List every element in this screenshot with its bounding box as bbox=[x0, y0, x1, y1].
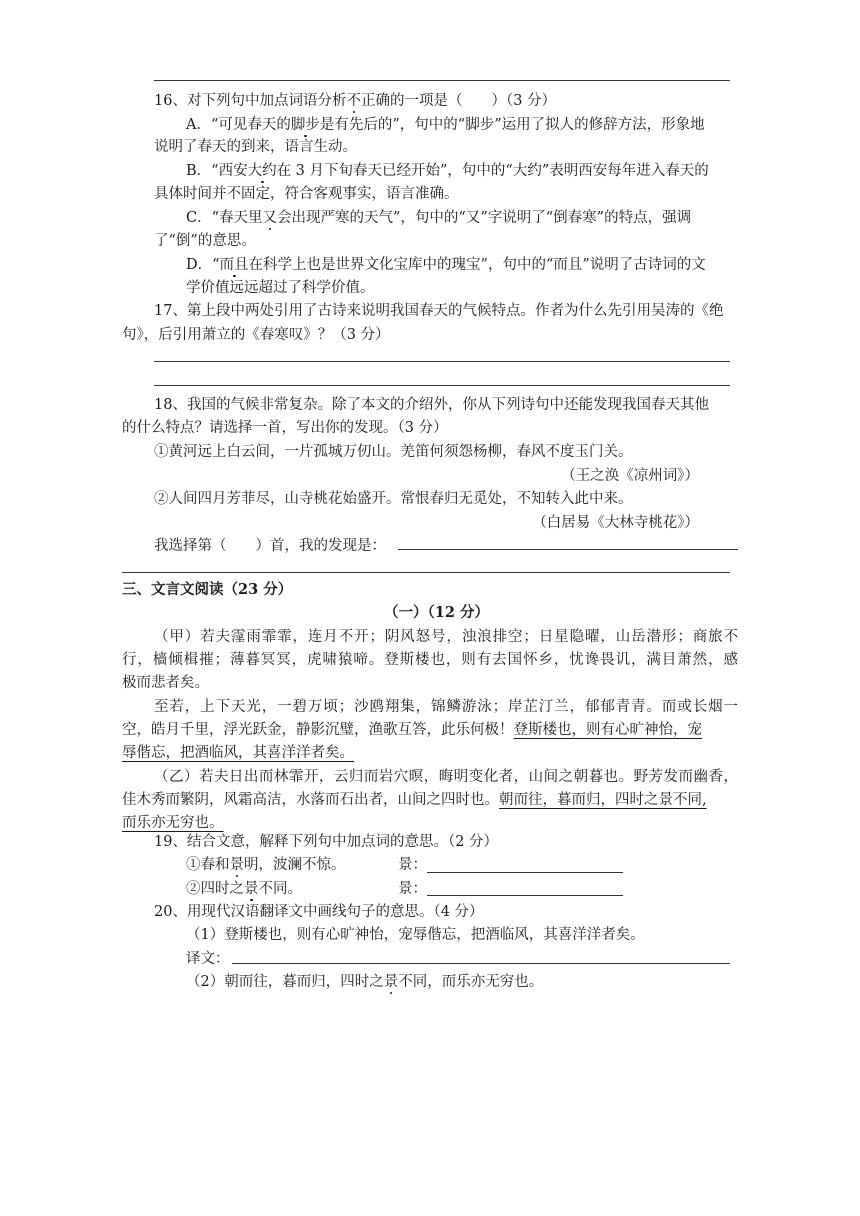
answer-line bbox=[232, 963, 730, 964]
answer-line bbox=[398, 549, 738, 550]
passage-jia-line5: 空，皓月千里，浮光跃金，静影沉璧，渔歌互答，此乐何极！登斯楼也，则有心旷神怡，宠 bbox=[122, 722, 702, 738]
answer-line bbox=[122, 572, 730, 573]
q16-option-b-cont: 具体时间并不固定，符合客观事实，语言准确。 bbox=[154, 186, 459, 202]
answer-line bbox=[427, 872, 623, 873]
q18-poem-2: ②人间四月芳菲尽，山寺桃花始盛开。常恨春归无觅处，不知转入此中来。 bbox=[154, 491, 633, 507]
q18-poem-1-source: （王之涣《凉州词》） bbox=[561, 468, 699, 484]
q16-stem: 16、对下列句中加点词语分析不正确的一项是（ ）（3 分） bbox=[154, 93, 557, 109]
q18-stem-line1: 18、我国的气候非常复杂。除了本文的介绍外，你从下列诗句中还能发现我国春天其他 bbox=[154, 397, 709, 413]
answer-line bbox=[427, 895, 623, 896]
q20-sentence-1: （1）登斯楼也，则有心旷神怡，宠辱偕忘，把酒临风，其喜洋洋者矣。 bbox=[186, 927, 645, 943]
answer-line bbox=[154, 80, 730, 81]
q19-item-2: ②四时之景不同。 bbox=[186, 881, 302, 897]
q19-item-2-label: 景： bbox=[398, 881, 427, 897]
q16-option-a-cont: 说明了春天的到来，语言生动。 bbox=[154, 139, 357, 155]
q18-poem-2-source: （白居易《大林寺桃花》） bbox=[532, 515, 699, 531]
passage-yi-line1: （乙）若夫日出而林霏开，云归而岩穴暝，晦明变化者，山间之朝暮也。野芳发而幽香， bbox=[154, 769, 738, 785]
q16-option-d-cont: 学价值远远超过了科学价值。 bbox=[186, 280, 375, 296]
section-subtitle: （一）（12 分） bbox=[384, 604, 489, 621]
dotted-char: 景 bbox=[383, 974, 399, 990]
dotted-word: 大约 bbox=[247, 163, 277, 179]
q16-option-c-cont: 了“倒”的意思。 bbox=[154, 233, 256, 249]
passage-jia-line6-underlined: 辱偕忘，把酒临风，其喜洋洋者矣。 bbox=[122, 745, 354, 761]
q18-stem-line2: 的什么特点？请选择一首，写出你的发现。（3 分） bbox=[122, 420, 448, 436]
q16-option-d: D．“而且在科学上也是世界文化宝库中的瑰宝”，句中的“而且”说明了古诗词的文 bbox=[186, 257, 706, 273]
q20-translation-label: 译文： bbox=[186, 951, 230, 967]
q19-item-1-label: 景： bbox=[398, 857, 427, 873]
q20-sentence-2: （2）朝而往，暮而归，四时之景不同，而乐亦无穷也。 bbox=[186, 974, 544, 990]
dotted-char: 景 bbox=[244, 881, 259, 897]
dotted-word: 脚步 bbox=[290, 117, 320, 133]
passage-jia-line4: 至若，上下天光，一碧万顷；沙鸥翔集，锦鳞游泳；岸芷汀兰，郁郁青青。而或长烟一 bbox=[154, 699, 738, 715]
q19-stem: 19、结合文意，解释下列句中加点词的意思。（2 分） bbox=[154, 834, 499, 850]
section-title: 三、文言文阅读（23 分） bbox=[122, 581, 293, 598]
passage-yi-line2: 佳木秀而繁阴，风霜高洁，水落而石出者，山间之四时也。朝而往，暮而归，四时之景不同, bbox=[122, 792, 707, 808]
passage-jia-line3: 极而悲者矣。 bbox=[122, 675, 209, 691]
passage-yi-line3-underlined: 而乐亦无穷也。 bbox=[122, 815, 224, 831]
q18-poem-1: ①黄河远上白云间，一片孤城万仞山。羌笛何须怨杨柳，春风不度玉门关。 bbox=[154, 444, 633, 460]
q19-item-1: ①春和景明，波澜不惊。 bbox=[186, 857, 346, 873]
dotted-char: 不 bbox=[346, 93, 361, 109]
passage-jia-line1: （甲）若夫霪雨霏霏，连月不开；阴风怒号，浊浪排空；日星隐曜，山岳潜形；商旅不 bbox=[154, 629, 738, 645]
q17-stem-line1: 17、第上段中两处引用了古诗来说明我国春天的气候特点。作者为什么先引用吴涛的《绝 bbox=[154, 303, 724, 319]
dotted-char: 景 bbox=[229, 857, 244, 873]
answer-line bbox=[154, 361, 730, 362]
q17-stem-line2: 句》，后引用萧立的《春寒叹》？（3 分） bbox=[122, 327, 390, 343]
q16-option-c: C．“春天里又会出现严寒的天气”，句中的“又”字说明了“倒春寒”的特点，强调 bbox=[186, 210, 692, 226]
q18-answer-prompt: 我选择第（ ）首，我的发现是： bbox=[154, 538, 386, 554]
underlined-sentence: 登斯楼也，则有心旷神怡，宠 bbox=[513, 722, 702, 738]
q16-option-a: A．“可见春天的脚步是有先后的”，句中的“脚步”运用了拟人的修辞方法，形象地 bbox=[186, 117, 705, 133]
underlined-sentence: 朝而往，暮而归，四时之景不同, bbox=[499, 792, 707, 808]
dotted-word: 而且 bbox=[219, 257, 249, 273]
dotted-word: 又 bbox=[262, 210, 278, 226]
q20-stem: 20、用现代汉语翻译文中画线句子的意思。（4 分） bbox=[154, 904, 484, 920]
answer-line bbox=[154, 385, 730, 386]
passage-jia-line2: 行，樯倾楫摧；薄暮冥冥，虎啸猿啼。登斯楼也，则有去国怀乡，忧谗畏讥，满目萧然，感 bbox=[122, 652, 738, 668]
q16-option-b: B．“西安大约在 3 月下旬春天已经开始”，句中的“大约”表明西安每年进入春天的 bbox=[186, 163, 709, 179]
